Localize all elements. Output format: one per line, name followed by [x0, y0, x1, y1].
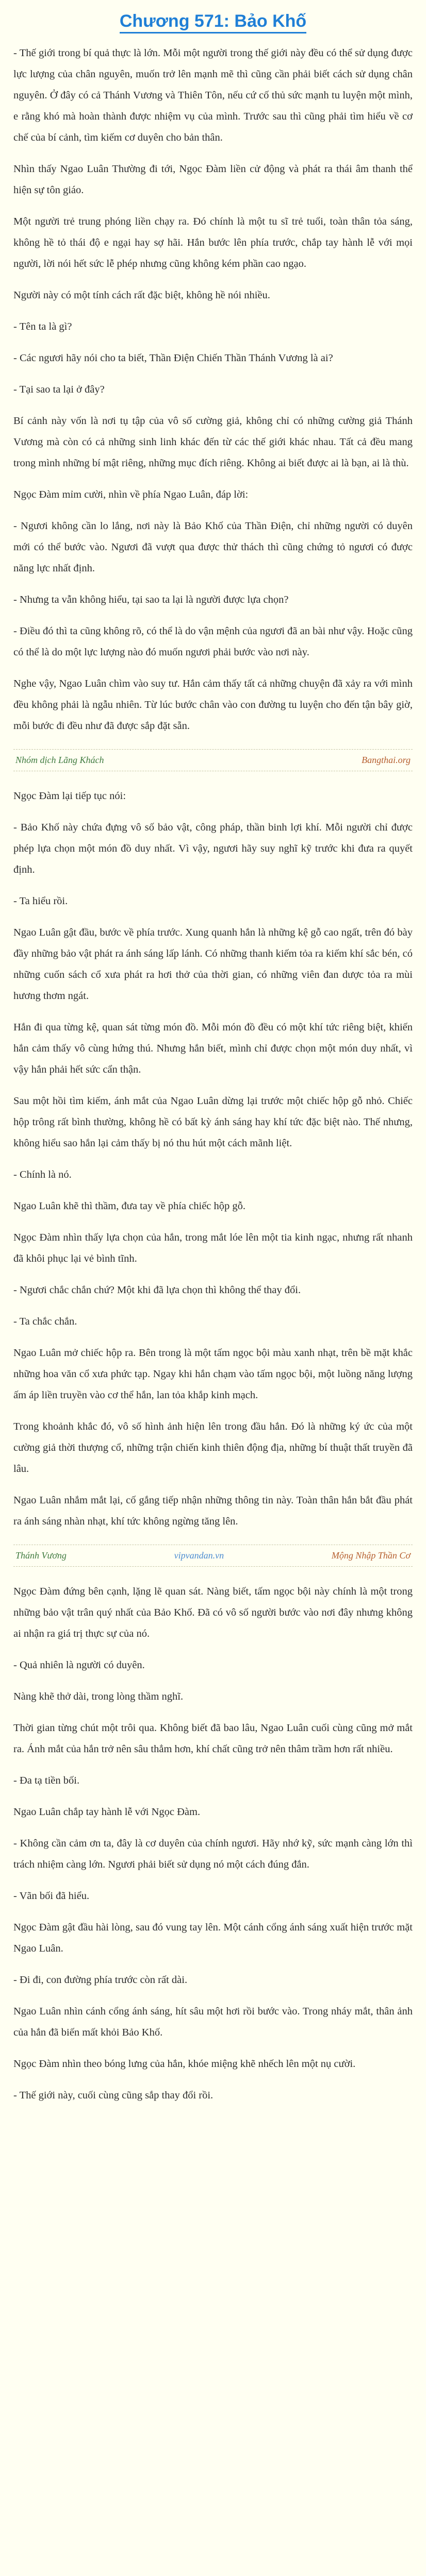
- paragraph: - Nhưng ta vẫn không hiểu, tại sao ta lại là người được lựa chọn?: [13, 594, 289, 605]
- paragraph: - Điều đó thì ta cũng không rõ, có thể là do vận mệnh của ngươi đã an bài như vậy. Hoặc cũng có thể là do một lực lượng nào đó muốn ngươi phải bước vào nơi này.: [13, 625, 413, 658]
- paragraph: Ngọc Đàm nhìn theo bóng lưng của hắn, khóe miệng khẽ nhếch lên một nụ cười.: [13, 2058, 356, 2070]
- paragraph: Một người trẻ trung phóng liền chạy ra. Đó chính là một tu sĩ trẻ tuổi, toàn thân tỏa sáng, không hề tỏ thái độ e ngại hay sợ hãi. Hắn bước lên phía trước, chắp tay hành lễ với mọi người, lời nói hết sức lễ phép nhưng cũng không kém phần cao ngạo.: [13, 216, 413, 269]
- paragraph: - Ta hiểu rồi.: [13, 895, 68, 907]
- paragraph: - Bảo Khố này chứa đựng vô số bảo vật, công pháp, thần binh lợi khí. Mỗi người chỉ được phép lựa chọn một món đồ duy nhất. Vì vậy, ngươi hãy suy nghĩ kỹ trước khi đưa ra quyết định.: [13, 822, 413, 875]
- paragraph: Nghe vậy, Ngao Luân chìm vào suy tư. Hắn cảm thấy tất cả những chuyện đã xảy ra với mình đều không phải là ngẫu nhiên. Từ lúc bước chân vào con đường tu luyện cho đến tận bây giờ, mỗi bước đi đều như đã được sắp đặt sẵn.: [13, 678, 413, 732]
- paragraph: - Các ngươi hãy nói cho ta biết, Thần Điện Chiến Thần Thánh Vương là ai?: [13, 352, 333, 364]
- paragraph: Ngao Luân khẽ thì thầm, đưa tay về phía chiếc hộp gỗ.: [13, 1200, 246, 1212]
- paragraph: Ngọc Đàm gật đầu hài lòng, sau đó vung tay lên. Một cánh cổng ánh sáng xuất hiện trước mặt Ngao Luân.: [13, 1922, 413, 1954]
- paragraph: Ngao Luân nhắm mắt lại, cố gắng tiếp nhận những thông tin này. Toàn thân hắn bắt đầu phát ra ánh sáng nhàn nhạt, khí tức không ngừng tăng lên.: [13, 1495, 413, 1527]
- paragraph: - Ngươi không cần lo lắng, nơi này là Bảo Khố của Thần Điện, chỉ những người có duyên mới có thể bước vào. Ngươi đã vượt qua được thử thách thì cũng chứng tỏ ngươi có được năng lực nhất định.: [13, 520, 413, 574]
- paragraph: - Tên ta là gì?: [13, 321, 72, 332]
- paragraph: Người này có một tính cách rất đặc biệt, không hề nói nhiều.: [13, 290, 270, 301]
- paragraph: - Không cần cảm ơn ta, đây là cơ duyên của chính ngươi. Hãy nhớ kỹ, sức mạnh càng lớn thì trách nhiệm càng lớn. Ngươi phải biết sử dụng nó một cách đúng đắn.: [13, 1838, 413, 1870]
- paragraph: Ngọc Đàm đứng bên cạnh, lặng lẽ quan sát. Nàng biết, tấm ngọc bội này chính là một trong những bảo vật trân quý nhất của Bảo Khố. Đã có vô số người bước vào nơi đây nhưng không ai nhận ra giá trị thực sự của nó.: [13, 1586, 413, 1639]
- paragraph: Nhìn thấy Ngao Luân Thường đi tới, Ngọc Đàm liền cử động và phát ra thái âm thanh thể hiện sự tôn giáo.: [13, 163, 413, 196]
- paragraph: Ngao Luân chắp tay hành lễ với Ngọc Đàm.: [13, 1806, 201, 1818]
- chapter-title-text: Chương 571: Bảo Khố: [120, 11, 306, 33]
- paragraph: Thời gian từng chút một trôi qua. Không biết đã bao lâu, Ngao Luân cuối cùng cũng mở mắt ra. Ánh mắt của hắn trở nên sâu thẳm hơn, khí chất cũng trở nên thâm trầm hơn rất nhiều.: [13, 1722, 413, 1755]
- paragraph: Nàng khẽ thở dài, trong lòng thầm nghĩ.: [13, 1691, 184, 1702]
- paragraph: Ngọc Đàm mỉm cười, nhìn về phía Ngao Luân, đáp lời:: [13, 489, 249, 500]
- separator-left: Nhóm dịch Lãng Khách: [15, 755, 104, 765]
- paragraph: Ngao Luân mở chiếc hộp ra. Bên trong là một tấm ngọc bội màu xanh nhạt, trên bề mặt khắc những hoa văn cổ xưa phức tạp. Ngay khi hắn chạm vào tấm ngọc bội, một luồng năng lượng ấm áp liền truyền vào cơ thể hắn, lan tỏa khắp kinh mạch.: [13, 1347, 413, 1401]
- watermark-separator: [13, 749, 413, 771]
- chapter-title: [13, 11, 413, 31]
- watermark-separator: [13, 1545, 413, 1567]
- paragraph: Sau một hồi tìm kiếm, ánh mắt của Ngao Luân dừng lại trước một chiếc hộp gỗ nhỏ. Chiếc hộp trông rất bình thường, không hề có bất kỳ ánh sáng hay khí tức đặc biệt nào. Thế nhưng, không hiểu sao hắn lại cảm thấy bị nó thu hút một cách mãnh liệt.: [13, 1095, 413, 1149]
- paragraph: - Thế giới trong bí quả thực là lớn. Mỗi một người trong thế giới này đều có thể sử dụng được lực lượng của chân nguyên, muốn trở lên mạnh mẽ thì cũng cần phải biết cách sử dụng chân nguyên. Ở đây có cả Thánh Vương và Thiên Tôn, nếu cứ cố thủ sức mạnh tu luyện một mình, e rằng khó mà hoàn thành được nhiệm vụ của mình. Trước sau thì cũng phải tìm hiểu về cơ chế của bí cảnh, tìm kiếm cơ duyên cho bản thân.: [13, 47, 413, 143]
- paragraph: Ngọc Đàm nhìn thấy lựa chọn của hắn, trong mắt lóe lên một tia kinh ngạc, nhưng rất nhanh đã khôi phục lại vẻ bình tĩnh.: [13, 1232, 413, 1264]
- separator-right: Bangthai.org: [362, 755, 411, 765]
- separator-right: Mộng Nhập Thần Cơ: [331, 1550, 411, 1561]
- paragraph: - Vãn bối đã hiểu.: [13, 1890, 90, 1902]
- paragraph: Bí cảnh này vốn là nơi tụ tập của vô số cường giả, không chỉ có những cường giả Thánh Vương mà còn có cả những sinh linh khác đến từ các thế giới khác nhau. Tất cả đều mang trong mình những bí mật riêng, những mục đích riêng. Không ai biết được ai là bạn, ai là thù.: [13, 415, 413, 469]
- paragraph: Hắn đi qua từng kệ, quan sát từng món đồ. Mỗi món đồ đều có một khí tức riêng biệt, khiến hắn cảm thấy vô cùng hứng thú. Nhưng hắn biết, mình chỉ được chọn một món duy nhất, vì vậy hắn phải hết sức cẩn thận.: [13, 1022, 413, 1075]
- paragraph: - Chính là nó.: [13, 1169, 72, 1180]
- paragraph: - Ngươi chắc chắn chứ? Một khi đã lựa chọn thì không thể thay đổi.: [13, 1284, 301, 1296]
- paragraph: Ngao Luân nhìn cánh cổng ánh sáng, hít sâu một hơi rồi bước vào. Trong nháy mắt, thân ảnh của hắn đã biến mất khỏi Bảo Khố.: [13, 2006, 413, 2038]
- paragraph: - Tại sao ta lại ở đây?: [13, 384, 105, 395]
- paragraph: - Quả nhiên là người có duyên.: [13, 1659, 145, 1671]
- paragraph: Ngọc Đàm lại tiếp tục nói:: [13, 790, 126, 802]
- separator-center: vipvandan.vn: [174, 1550, 224, 1561]
- paragraph: - Đa tạ tiền bối.: [13, 1775, 80, 1786]
- separator-left: Thánh Vương: [15, 1550, 67, 1561]
- paragraph: - Ta chắc chắn.: [13, 1316, 77, 1327]
- paragraph: - Thế giới này, cuối cùng cũng sắp thay đổi rồi.: [13, 2090, 214, 2101]
- paragraph: Ngao Luân gật đầu, bước về phía trước. Xung quanh hắn là những kệ gỗ cao ngất, trên đó bày đầy những bảo vật phát ra ánh sáng lấp lánh. Có những thanh kiếm tỏa ra kiếm khí sắc bén, có những cuốn sách cổ xưa phát ra hơi thở của thời gian, có những viên đan dược tỏa ra mùi hương thơm ngát.: [13, 927, 413, 1002]
- paragraph: - Đi đi, con đường phía trước còn rất dài.: [13, 1974, 188, 1986]
- chapter-content: [13, 43, 413, 2106]
- paragraph: Trong khoảnh khắc đó, vô số hình ảnh hiện lên trong đầu hắn. Đó là những ký ức của một cường giả thời thượng cổ, những trận chiến kinh thiên động địa, những bí thuật thất truyền đã lâu.: [13, 1421, 413, 1475]
